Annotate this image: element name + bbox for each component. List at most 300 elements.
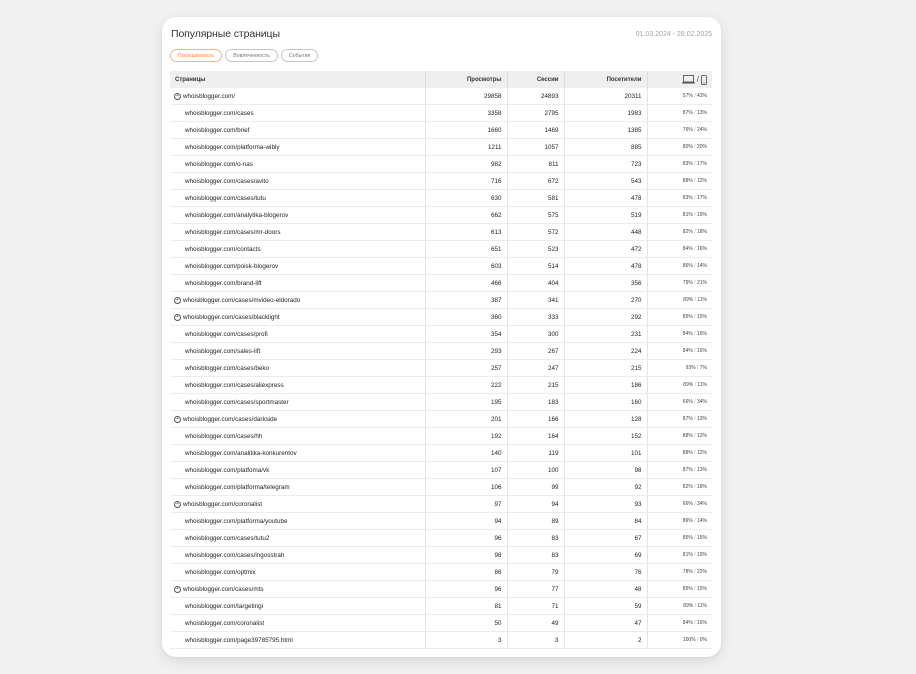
- mobile-share: 20%: [696, 144, 707, 150]
- table-row[interactable]: [170, 598, 712, 615]
- cell-sessions: 514: [507, 258, 564, 275]
- cell-views: 192: [425, 428, 507, 445]
- table-row[interactable]: [170, 564, 712, 581]
- cell-device-split: [647, 105, 712, 122]
- mobile-share: 12%: [696, 433, 707, 439]
- cell-device-split: [647, 241, 712, 258]
- cell-visitors: 472: [564, 241, 647, 258]
- cell-views: 360: [425, 309, 507, 326]
- pages-table: [170, 71, 712, 649]
- cell-device-split: [647, 122, 712, 139]
- cell-views: 1660: [425, 122, 507, 139]
- desktop-share: 85%: [682, 314, 693, 320]
- share-separator: /: [694, 501, 696, 507]
- cell-visitors: 356: [564, 275, 647, 292]
- cell-views: 195: [425, 394, 507, 411]
- mobile-share: 18%: [696, 229, 707, 235]
- mobile-share: 11%: [697, 382, 707, 388]
- cell-sessions: 79: [507, 564, 564, 581]
- share-separator: /: [694, 110, 696, 116]
- tab-engagement[interactable]: Вовлеченность: [225, 49, 278, 62]
- desktop-share: 57%: [682, 93, 693, 99]
- cell-sessions: 572: [507, 224, 564, 241]
- cell-sessions: 1469: [507, 122, 564, 139]
- mobile-share: 18%: [696, 484, 707, 490]
- share-separator: /: [694, 603, 696, 609]
- mobile-share: 19%: [696, 552, 707, 558]
- mobile-share: 13%: [696, 467, 707, 473]
- table-row[interactable]: [170, 360, 712, 377]
- desktop-share: 87%: [682, 110, 693, 116]
- cell-sessions: 215: [507, 377, 564, 394]
- cell-device-split: [647, 445, 712, 462]
- share-separator: /: [694, 93, 696, 99]
- cell-device-split: [647, 530, 712, 547]
- desktop-share: 87%: [682, 467, 693, 473]
- cell-views: 630: [425, 190, 507, 207]
- page-url[interactable]: whoisblogger.com/cases/tutu: [185, 194, 266, 202]
- table-row[interactable]: [170, 207, 712, 224]
- page-url[interactable]: whoisblogger.com/cases/hh: [185, 432, 263, 440]
- cell-sessions: 83: [507, 547, 564, 564]
- table-row[interactable]: [170, 343, 712, 360]
- cell-device-split: [647, 173, 712, 190]
- cell-device-split: [647, 207, 712, 224]
- cell-device-split: [647, 139, 712, 156]
- cell-visitors: 1983: [564, 105, 647, 122]
- cell-device-split: [647, 462, 712, 479]
- expand-icon[interactable]: +: [174, 586, 181, 593]
- cell-views: 651: [425, 241, 507, 258]
- table-row[interactable]: [170, 547, 712, 564]
- mobile-share: 7%: [699, 365, 707, 371]
- cell-sessions: 71: [507, 598, 564, 615]
- expand-icon[interactable]: +: [174, 297, 181, 304]
- share-separator: /: [694, 127, 696, 133]
- mobile-share: 11%: [697, 297, 707, 303]
- table-row[interactable]: [170, 309, 712, 326]
- cell-visitors: 543: [564, 173, 647, 190]
- cell-device-split: [647, 309, 712, 326]
- page-url[interactable]: whoisblogger.com/cases/aliexpress: [185, 381, 284, 389]
- cell-visitors: 478: [564, 258, 647, 275]
- mobile-share: 11%: [697, 603, 707, 609]
- share-separator: /: [694, 144, 696, 150]
- cell-device-split: [647, 224, 712, 241]
- cell-views: 293: [425, 343, 507, 360]
- cell-visitors: 92: [564, 479, 647, 496]
- cell-sessions: 300: [507, 326, 564, 343]
- desktop-share: 89%: [683, 603, 694, 609]
- desktop-share: 78%: [682, 569, 693, 575]
- desktop-share: 100%: [682, 637, 696, 643]
- card-title: Популярные страницы: [171, 28, 280, 40]
- tab-events[interactable]: События: [281, 49, 318, 62]
- page-url[interactable]: whoisblogger.com/brief: [185, 126, 250, 134]
- desktop-share: 83%: [682, 161, 693, 167]
- cell-visitors: 48: [564, 581, 647, 598]
- table-row[interactable]: [170, 496, 712, 513]
- expand-icon[interactable]: +: [174, 314, 181, 321]
- cell-views: 50: [425, 615, 507, 632]
- desktop-share: 82%: [682, 229, 693, 235]
- cell-device-split: [647, 632, 712, 649]
- cell-device-split: [647, 88, 712, 105]
- cell-visitors: 723: [564, 156, 647, 173]
- table-row[interactable]: [170, 326, 712, 343]
- share-separator: /: [694, 297, 696, 303]
- share-separator: /: [694, 246, 696, 252]
- table-row[interactable]: [170, 139, 712, 156]
- share-separator: /: [694, 212, 696, 218]
- desktop-share: 81%: [682, 212, 693, 218]
- cell-device-split: [647, 496, 712, 513]
- cell-sessions: 672: [507, 173, 564, 190]
- table-row[interactable]: [170, 428, 712, 445]
- expand-icon[interactable]: +: [174, 93, 181, 100]
- cell-sessions: 89: [507, 513, 564, 530]
- table-row[interactable]: [170, 479, 712, 496]
- cell-visitors: 67: [564, 530, 647, 547]
- cell-views: 86: [425, 564, 507, 581]
- share-separator: /: [694, 195, 696, 201]
- cell-sessions: 341: [507, 292, 564, 309]
- cell-visitors: 152: [564, 428, 647, 445]
- cell-sessions: 24893: [507, 88, 564, 105]
- cell-device-split: [647, 292, 712, 309]
- page-url[interactable]: whoisblogger.com/sales-lift: [185, 347, 261, 355]
- share-separator: /: [694, 348, 696, 354]
- share-separator: /: [694, 331, 696, 337]
- cell-device-split: [647, 190, 712, 207]
- cell-sessions: 523: [507, 241, 564, 258]
- cell-sessions: 166: [507, 411, 564, 428]
- page-url[interactable]: whoisblogger.com/coronalist: [183, 500, 263, 508]
- cell-device-split: [647, 360, 712, 377]
- page-url[interactable]: whoisblogger.com/brand-lift: [185, 279, 262, 287]
- cell-device-split: [647, 326, 712, 343]
- cell-sessions: 1057: [507, 139, 564, 156]
- page-url[interactable]: whoisblogger.com/cases/mr-doors: [185, 228, 281, 236]
- mobile-share: 14%: [696, 263, 707, 269]
- page-url[interactable]: whoisblogger.com/optmix: [185, 568, 256, 576]
- page-url[interactable]: whoisblogger.com/o-nas: [185, 160, 253, 168]
- desktop-share: 85%: [682, 535, 693, 541]
- mobile-share: 34%: [696, 501, 707, 507]
- column-header-views[interactable]: Просмотры: [425, 71, 507, 88]
- desktop-share: 89%: [683, 382, 694, 388]
- page-url[interactable]: whoisblogger.com/cases/beko: [185, 364, 270, 372]
- table-row[interactable]: [170, 462, 712, 479]
- cell-views: 982: [425, 156, 507, 173]
- page-url[interactable]: whoisblogger.com/cases/sportmaster: [185, 398, 289, 406]
- cell-visitors: 2: [564, 632, 647, 649]
- cell-visitors: 47: [564, 615, 647, 632]
- table-row[interactable]: [170, 105, 712, 122]
- mobile-share: 15%: [696, 586, 707, 592]
- cell-device-split: [647, 343, 712, 360]
- column-header-visitors[interactable]: Посетители: [564, 71, 647, 88]
- page-url[interactable]: whoisblogger.com/platforma/telegram: [185, 483, 290, 491]
- cell-visitors: 160: [564, 394, 647, 411]
- desktop-share: 80%: [682, 144, 693, 150]
- page-url[interactable]: whoisblogger.com/platforma-wibly: [185, 143, 280, 151]
- cell-visitors: 128: [564, 411, 647, 428]
- table-row[interactable]: [170, 530, 712, 547]
- table-row[interactable]: [170, 156, 712, 173]
- page-url[interactable]: whoisblogger.com/cases/ingosstrah: [185, 551, 285, 559]
- desktop-share: 93%: [685, 365, 696, 371]
- cell-visitors: 186: [564, 377, 647, 394]
- mobile-share: 16%: [696, 331, 707, 337]
- table-row[interactable]: [170, 275, 712, 292]
- cell-visitors: 93: [564, 496, 647, 513]
- desktop-share: 79%: [682, 280, 693, 286]
- cell-sessions: 247: [507, 360, 564, 377]
- cell-sessions: 575: [507, 207, 564, 224]
- mobile-share: 24%: [696, 127, 707, 133]
- page-url[interactable]: whoisblogger.com/analitika-konkurentov: [185, 449, 297, 457]
- page-url[interactable]: whoisblogger.com/cases/tutu2: [185, 534, 270, 542]
- desktop-icon: [682, 75, 695, 84]
- cell-views: 201: [425, 411, 507, 428]
- cell-views: 222: [425, 377, 507, 394]
- mobile-share: 14%: [696, 518, 707, 524]
- cell-views: 387: [425, 292, 507, 309]
- cell-visitors: 885: [564, 139, 647, 156]
- mobile-share: 21%: [696, 280, 707, 286]
- cell-sessions: 99: [507, 479, 564, 496]
- share-separator: /: [694, 484, 696, 490]
- cell-views: 106: [425, 479, 507, 496]
- table-row[interactable]: [170, 173, 712, 190]
- cell-views: 98: [425, 547, 507, 564]
- share-separator: /: [694, 450, 696, 456]
- page-url[interactable]: whoisblogger.com/cases/mvideo-eldorado: [183, 296, 301, 304]
- mobile-share: 17%: [696, 161, 707, 167]
- cell-sessions: 183: [507, 394, 564, 411]
- cell-views: 716: [425, 173, 507, 190]
- cell-visitors: 69: [564, 547, 647, 564]
- cell-device-split: [647, 479, 712, 496]
- cell-device-split: [647, 598, 712, 615]
- cell-visitors: 84: [564, 513, 647, 530]
- desktop-share: 81%: [682, 552, 693, 558]
- mobile-share: 43%: [696, 93, 707, 99]
- desktop-share: 86%: [682, 263, 693, 269]
- page-url[interactable]: whoisblogger.com/cases/blacklight: [183, 313, 280, 321]
- table-row[interactable]: [170, 258, 712, 275]
- page-url[interactable]: whoisblogger.com/cases: [185, 109, 254, 117]
- cell-device-split: [647, 581, 712, 598]
- cell-visitors: 59: [564, 598, 647, 615]
- share-separator: /: [694, 161, 696, 167]
- share-separator: /: [694, 467, 696, 473]
- cell-views: 1211: [425, 139, 507, 156]
- cell-sessions: 100: [507, 462, 564, 479]
- cell-sessions: 811: [507, 156, 564, 173]
- share-separator: /: [694, 314, 696, 320]
- mobile-share: 13%: [696, 110, 707, 116]
- page-url[interactable]: whoisblogger.com/platforma/youtube: [185, 517, 288, 525]
- share-separator: /: [694, 263, 696, 269]
- table-row[interactable]: [170, 122, 712, 139]
- desktop-share: 84%: [682, 348, 693, 354]
- share-separator: /: [694, 399, 696, 405]
- column-header-sessions[interactable]: Сессии: [507, 71, 564, 88]
- cell-views: 97: [425, 496, 507, 513]
- metric-tabs: [170, 49, 318, 62]
- cell-sessions: 333: [507, 309, 564, 326]
- table-row[interactable]: [170, 190, 712, 207]
- table-row[interactable]: [170, 445, 712, 462]
- page-url[interactable]: whoisblogger.com/contacts: [185, 245, 261, 253]
- cell-sessions: 3: [507, 632, 564, 649]
- cell-views: 354: [425, 326, 507, 343]
- share-separator: /: [694, 416, 696, 422]
- cell-visitors: 215: [564, 360, 647, 377]
- cell-sessions: 94: [507, 496, 564, 513]
- cell-views: 107: [425, 462, 507, 479]
- cell-device-split: [647, 411, 712, 428]
- table-row[interactable]: [170, 632, 712, 649]
- mobile-share: 12%: [696, 450, 707, 456]
- share-separator: /: [694, 586, 696, 592]
- table-row[interactable]: [170, 581, 712, 598]
- date-range[interactable]: 01.03.2024 - 28.02.2025: [635, 31, 712, 38]
- desktop-share: 88%: [682, 450, 693, 456]
- cell-visitors: 98: [564, 462, 647, 479]
- cell-views: 662: [425, 207, 507, 224]
- share-separator: /: [694, 229, 696, 235]
- mobile-share: 16%: [696, 246, 707, 252]
- cell-visitors: 101: [564, 445, 647, 462]
- share-separator: /: [694, 178, 696, 184]
- popular-pages-card: [162, 17, 721, 657]
- cell-device-split: [647, 564, 712, 581]
- cell-views: 466: [425, 275, 507, 292]
- desktop-share: 84%: [682, 246, 693, 252]
- page-url[interactable]: whoisblogger.com/targetingi: [185, 602, 264, 610]
- desktop-share: 82%: [682, 484, 693, 490]
- table-row[interactable]: [170, 513, 712, 530]
- share-separator: /: [694, 620, 696, 626]
- cell-sessions: 164: [507, 428, 564, 445]
- mobile-icon: [701, 75, 707, 85]
- cell-device-split: [647, 275, 712, 292]
- table-row[interactable]: [170, 88, 712, 105]
- cell-visitors: 448: [564, 224, 647, 241]
- cell-views: 613: [425, 224, 507, 241]
- desktop-share: 88%: [682, 433, 693, 439]
- page-url[interactable]: whoisblogger.com/cases/profi: [185, 330, 268, 338]
- desktop-share: 66%: [682, 501, 693, 507]
- mobile-share: 15%: [696, 535, 707, 541]
- cell-views: 96: [425, 581, 507, 598]
- table-header-row: [170, 71, 712, 88]
- desktop-share: 84%: [682, 331, 693, 337]
- column-header-pages[interactable]: Страницы: [170, 71, 425, 88]
- cell-sessions: 83: [507, 530, 564, 547]
- cell-device-split: [647, 377, 712, 394]
- cell-views: 140: [425, 445, 507, 462]
- table-row[interactable]: [170, 615, 712, 632]
- table-row[interactable]: [170, 377, 712, 394]
- cell-sessions: 2795: [507, 105, 564, 122]
- desktop-share: 88%: [682, 178, 693, 184]
- table-row[interactable]: [170, 394, 712, 411]
- share-separator: /: [694, 552, 696, 558]
- page-url[interactable]: whoisblogger.com/poisk-blogerov: [185, 262, 279, 270]
- table-row[interactable]: [170, 292, 712, 309]
- cell-visitors: 76: [564, 564, 647, 581]
- mobile-share: 22%: [696, 569, 707, 575]
- cell-views: 81: [425, 598, 507, 615]
- desktop-share: 89%: [683, 297, 694, 303]
- desktop-share: 76%: [682, 127, 693, 133]
- mobile-share: 19%: [696, 212, 707, 218]
- tab-attendance[interactable]: Посещаемость: [170, 49, 222, 62]
- table-row[interactable]: [170, 241, 712, 258]
- table-row[interactable]: [170, 224, 712, 241]
- mobile-share: 13%: [696, 416, 707, 422]
- mobile-share: 12%: [696, 178, 707, 184]
- mobile-share: 0%: [699, 637, 707, 643]
- desktop-share: 86%: [682, 518, 693, 524]
- page-url[interactable]: whoisblogger.com/page39785795.html: [185, 636, 293, 644]
- cell-device-split: [647, 513, 712, 530]
- cell-device-split: [647, 547, 712, 564]
- mobile-share: 15%: [696, 314, 707, 320]
- cell-views: 3: [425, 632, 507, 649]
- share-separator: /: [694, 535, 696, 541]
- expand-icon[interactable]: +: [174, 501, 181, 508]
- cell-visitors: 270: [564, 292, 647, 309]
- column-header-devices[interactable]: [647, 71, 712, 88]
- cell-sessions: 49: [507, 615, 564, 632]
- cell-views: 257: [425, 360, 507, 377]
- desktop-share: 87%: [682, 416, 693, 422]
- share-separator: /: [696, 637, 699, 643]
- page-url[interactable]: whoisblogger.com/platfoma/vk: [185, 466, 270, 474]
- cell-device-split: [647, 258, 712, 275]
- page-url[interactable]: whoisblogger.com/cases/mts: [183, 585, 264, 593]
- cell-visitors: 224: [564, 343, 647, 360]
- share-separator: /: [694, 518, 696, 524]
- cell-sessions: 404: [507, 275, 564, 292]
- page-url[interactable]: whoisblogger.com/: [183, 92, 236, 100]
- cell-device-split: [647, 394, 712, 411]
- mobile-share: 16%: [696, 348, 707, 354]
- cell-sessions: 581: [507, 190, 564, 207]
- page-url[interactable]: whoisblogger.com/cases/avito: [185, 177, 269, 185]
- page-url[interactable]: whoisblogger.com/coronalist: [185, 619, 265, 627]
- share-separator: /: [694, 382, 696, 388]
- cell-visitors: 231: [564, 326, 647, 343]
- cell-views: 94: [425, 513, 507, 530]
- page-url[interactable]: whoisblogger.com/cases/darkside: [183, 415, 278, 423]
- page-url[interactable]: whoisblogger.com/analytika-blogerov: [185, 211, 289, 219]
- share-separator: /: [694, 569, 696, 575]
- cell-device-split: [647, 156, 712, 173]
- share-separator: /: [694, 433, 696, 439]
- table-row[interactable]: [170, 411, 712, 428]
- mobile-share: 34%: [696, 399, 707, 405]
- cell-visitors: 20311: [564, 88, 647, 105]
- cell-sessions: 77: [507, 581, 564, 598]
- cell-visitors: 478: [564, 190, 647, 207]
- expand-icon[interactable]: +: [174, 416, 181, 423]
